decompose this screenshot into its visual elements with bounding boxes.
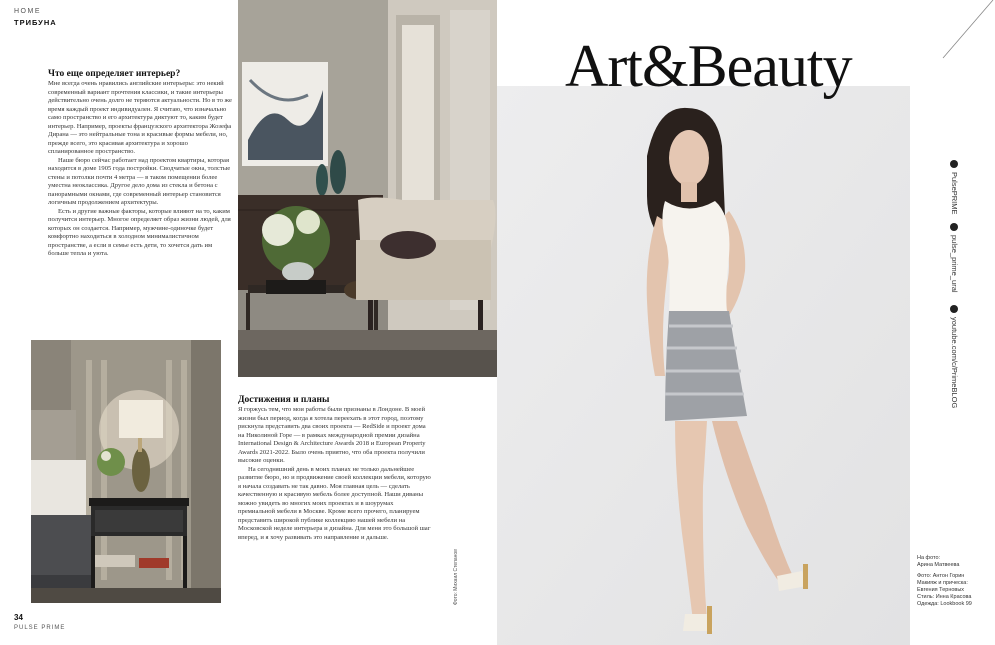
caption-credit: Макияж и прическа:: [917, 580, 968, 586]
social-label: PulsePRIME: [950, 172, 959, 215]
photo-caption: [917, 555, 992, 608]
caption-line: Арина Матвеева: [917, 562, 960, 568]
social-label: pulse_prime_ural: [950, 235, 959, 293]
left-page: [0, 0, 497, 645]
article2-paragraph: На сегодняшний день в моих планах не только дальнейшее развитие бюро, но и продвижение своей коллекции мебели, которую я начала создавать не так давно. Моя главная цель — сделать качественную и красивую мебель более доступной. Наши диваны можно увидеть во многих моих проектах и в шоурумах премиальной мебели в Москве. Кроме всего прочего, планируем представить широкой публике коллекцию нашей мебели на Московской неделе интерьера и дизайна. Для меня это большой шаг вперед, и я хочу развивать это направление и дальше.: [238, 465, 431, 541]
social-label: youtube.com/c/PrimeBLOG: [950, 317, 959, 409]
model-photo: [497, 86, 910, 645]
article1-heading: Что еще определяет интерьер?: [48, 69, 181, 79]
magazine-name: PULSE PRIME: [14, 625, 66, 631]
section-subtitle: ТРИБУНА: [14, 18, 57, 27]
caption-credit: Фото: Антон Горин: [917, 573, 965, 579]
caption-credit: Одежда: Lookbook 99: [917, 601, 972, 607]
facebook-icon: [951, 160, 959, 168]
social-link-instagram[interactable]: [950, 223, 959, 293]
social-link-facebook[interactable]: [950, 160, 959, 215]
article1-paragraph: Есть и другие важные факторы, которые влияют на то, каким получится интерьер. Многое определяет образ жизни людей, для которых он создается. Например, мужчине-одиночке будет комфортно находиться в холодном минималистичном пространстве, а если в семье есть дети, то хочется дать им больше тепла и уюта.: [48, 207, 231, 257]
instagram-icon: [951, 223, 959, 231]
article2-body: [238, 406, 432, 542]
article2-heading: Достижения и планы: [238, 395, 330, 405]
article2-paragraph: Я горжусь тем, что мои работы были признаны в Лондоне. В моей жизни был период, когда я хотела переехать в этот город, поэтому рискнула представить два своих проекта — RedSide и проект дома на Николиной Горе — в рамках международной премии дизайна International Design & Architecture Awards 2018 и European Property Awards 2021-2022. Было очень приятно, что оба проекта получили высокие оценки.: [238, 406, 426, 464]
article1-body: [48, 80, 233, 259]
social-link-youtube[interactable]: [950, 305, 959, 408]
caption-credit: Стиль: Инна Красова: [917, 594, 972, 600]
decor-line: [915, 0, 995, 60]
photo-credit-left: Фото: Михаил Степанов: [453, 549, 459, 605]
youtube-icon: [951, 305, 959, 313]
section-label: HOME: [14, 8, 41, 15]
living-room-photo: [238, 0, 497, 377]
caption-line: На фото:: [917, 555, 941, 561]
right-page: [497, 0, 995, 645]
feature-title: Art&Beauty: [565, 33, 852, 99]
article1-paragraph: Наше бюро сейчас работает над проектом квартиры, которая находится в доме 1905 года постройки. Сводчатые окна, толстые стены и потолки почти 4 метра — в таком помещении более уместна неоклассика. Другое дело дома из стекла и бетона с панорамными окнами, где современный интерьер становится логичным продолжением архитектуры.: [48, 156, 231, 206]
bedroom-photo: [31, 340, 221, 603]
article1-paragraph: Мне всегда очень нравились английские интерьеры: это некий современный вариант прочтения классики, и такие интерьеры действительно очень долго не теряются актуальности. Но в то же время каждый проект индивидуален. Я считаю, что изначально само пространство и его архитектура диктуют то, каким будет интерьер. Например, проекты французского архитектора Жозефа Дирана — это нейтральные тона и красивые формы мебели, но, прежде всего, это красивая архитектура и хорошо спланированное пространство.: [48, 80, 232, 155]
page-number: 34: [14, 613, 23, 622]
caption-credit: Евгения Терновых: [917, 587, 965, 593]
